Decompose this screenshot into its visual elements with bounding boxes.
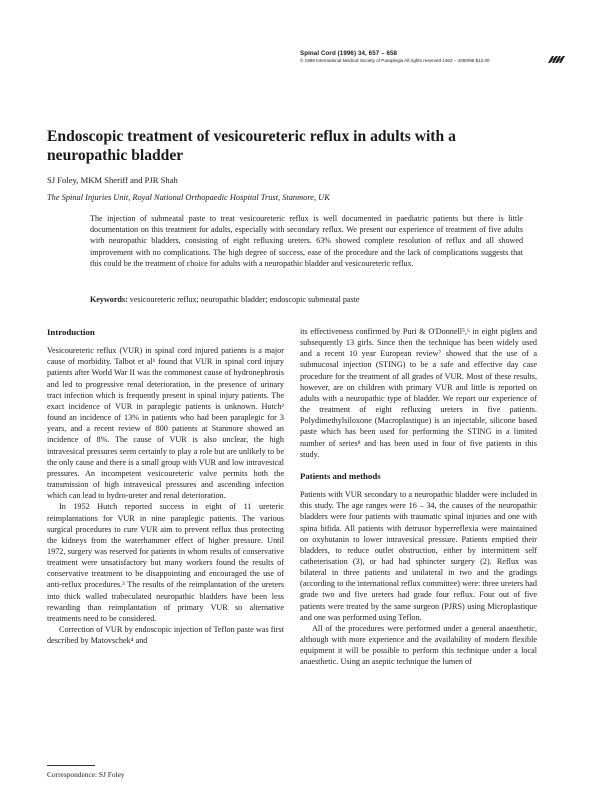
- introduction-heading: Introduction: [47, 327, 95, 337]
- journal-header: [300, 50, 540, 63]
- keywords-text: vesicoureteric reflux; neuropathic bladder; endoscopic submeatal paste: [129, 295, 360, 304]
- methods-heading: Patients and methods: [300, 470, 381, 481]
- methods-paragraph-2: All of the procedures were performed under a general anaesthetic, although with more experience and the availability of modern flexible equipment it will be possible to perform this technique under a local anaesthetic. Using an aseptic technique the lumen of: [300, 623, 537, 667]
- keywords-line: [90, 295, 523, 304]
- section-spacer: [300, 460, 537, 471]
- copyright-line: © 1996 International Medical Society of Paraplegia All rights reserved 1362 – 4393/96 $12.00: [300, 58, 490, 63]
- footnote-rule: [47, 765, 95, 766]
- article-affiliation: The Spinal Injuries Unit, Royal National Orthopaedic Hospital Trust, Stanmore, UK: [47, 193, 330, 202]
- introduction-paragraph-1: Vesicoureteric reflux (VUR) in spinal cord injured patients is a major cause of morbidity. Talbot et al¹ found that VUR in spinal cord injury patients after World War II was the commonest cause of hydronephrosis and led to progressive renal deterioration, in the presence of urinary tract infection which is frequently present in spinal injury patients. The exact incidence of VUR in paraplegic patients is unknown. Hutch² found an incidence of 13% in patients who had been paraplegic for 3 years, and a recent review of 800 patients at Stanmore showed an incidence of 8%. The cause of VUR is also unclear, the high intravesical pressures seem certainly to play a role but are unlikely to be the only cause and there is a small group with VUR and low intravesical pressures. An incompetent vesicoureteric valve permits both the transmission of high intravesical pressures and ascending infection which can lead to hydro-ureter and renal deterioration.: [47, 346, 285, 501]
- journal-citation: Spinal Cord (1996) 34, 657 – 658: [300, 50, 398, 57]
- keywords-label: Keywords:: [90, 295, 128, 304]
- introduction-continued-paragraph: its effectiveness confirmed by Puri & O'Donnell⁵,⁶ in eight piglets and subsequently 13 girls. Since then the technique has been widely used and a recent 10 year European review⁷ showed that the use of a submucosal injection (STING) to be a safe and effective day case procedure for the treatment of all grades of VUR. Most of these results, however, are on children with primary VUR and little is reported on adults with a neuropathic type of bladder. We report our experience of the treatment of eight refluxing ureters in five patients. Polydimethylsiloxone (Macroplastique) is an injectable, silicone based paste which has been used for performing the STING in a limited number of series⁸ and has been used in four of five patients in this study.: [300, 327, 537, 459]
- methods-paragraph-1: Patients with VUR secondary to a neuropathic bladder were included in this study. The age ranges were 16 – 34, the causes of the neuropathic bladders were four patients with traumatic spinal injuries and one with spina bifida. All patients with detrusor hyperreflexia were maintained on oxybutanin to lower intravesical pressure. Patients emptied their bladders, to reduce outlet obstruction, either by intermittent self catheterisation (3), or had had sphincter surgery (2). Reflux was bilateral in three patients and unilateral in two and the gradings (according to the international reflux committee) were: three ureters had grade two and five ureters had grade four reflux. Four out of five patients were treated by the same surgeon (PJRS) using Microplastique and one was performed using Teflon.: [300, 490, 537, 622]
- introduction-paragraph-3: Correction of VUR by endoscopic injection of Teflon paste was first described by Matovschek⁴ and: [47, 625, 284, 646]
- article-abstract: The injection of submeatal paste to treat vesicoureteric reflux is well documented in paediatric patients but there is little documentation on this treatment for adults, especially with secondary reflux. We present our experience of treatment of five adults with neuropathic bladders, consisting of eight refluxing ureters. 63% showed complete resolution of reflux and all showed improvement with no complications. The high degree of success, ease of the procedure and the lack of complications suggests that this could be the treatment of choice for adults with a neuropathic bladder and vesicoureteric reflux.: [90, 214, 523, 268]
- article-authors: SJ Foley, MKM Sheriff and PJR Shah: [47, 175, 178, 185]
- introduction-paragraph-2: In 1952 Hutch reported success in eight of 11 ureteric reimplantations for VUR in nine paraplegic patients. The various surgical procedures to cure VUR aim to prevent reflux thus protecting the kidneys from the waterhammer effect of higher pressure. Until 1972, surgery was reserved for patients in whom results of conservative treatment were unsatisfactory but many workers found the results of conservative treatment to be disappointing and encouraged the use of anti-reflux procedures.³ The results of the reimplantation of the ureters into thick walled trabeculated neuropathic bladders have been less rewarding than reimplantation of primary VUR so alternative treatments need to be considered.: [47, 502, 284, 623]
- article-title: Endoscopic treatment of vesicoureteric reflux in adults with a neuropathic bladder: [47, 128, 456, 164]
- publisher-logo-icon: [547, 54, 565, 65]
- right-column: [300, 326, 537, 668]
- correspondence-footnote: Correspondence: SJ Foley: [47, 770, 125, 779]
- left-column: [47, 327, 284, 646]
